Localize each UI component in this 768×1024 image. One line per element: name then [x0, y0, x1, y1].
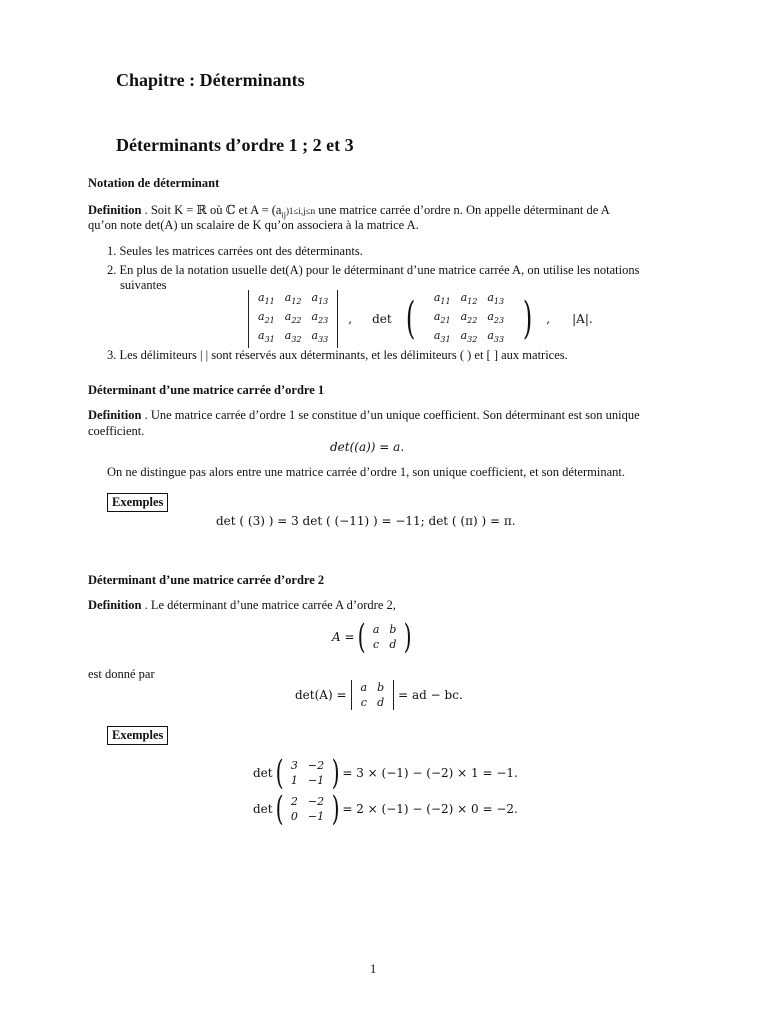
matrix-example-2 — [286, 794, 329, 824]
matrix-cell: c — [360, 696, 367, 709]
definition-order1-line1 — [88, 408, 640, 423]
matrix-cell: $a_{22}$ — [460, 310, 478, 326]
paren-right: ) — [331, 753, 340, 793]
example-2x2-1 — [253, 753, 518, 793]
definition-range: )1≤i,j≤n — [285, 206, 316, 216]
matrix-cell: $a_{31}$ — [258, 329, 275, 345]
matrix-row — [429, 328, 509, 347]
heading-order2: Déterminant d’une matrice carrée d’ordre 2 — [88, 573, 325, 587]
matrix-cell: $a_{13}$ — [311, 291, 329, 307]
det-label: det — [372, 311, 392, 326]
matrix-cell: $a_{33}$ — [487, 329, 505, 345]
det-formula-order2 — [295, 680, 463, 710]
matrix-cell: 0 — [290, 810, 298, 823]
matrix-row — [356, 695, 390, 710]
matrix-cell: −2 — [307, 759, 325, 772]
definition-order2 — [88, 598, 396, 613]
examples-box-1: Exemples — [107, 493, 168, 512]
example-1-result: = 3 × (−1) − (−2) × 1 = −1. — [342, 766, 518, 780]
matrix-row — [429, 290, 509, 309]
matrix-example-1 — [286, 758, 329, 788]
paren-left: ( — [275, 789, 284, 829]
matrix-cell: a — [360, 681, 368, 694]
matrix-3x3-bars — [253, 290, 333, 348]
formula-order1: det((a)) = a. — [330, 440, 405, 454]
matrix-row — [286, 809, 329, 824]
matrix-3x3-parens — [429, 290, 509, 348]
matrix-cell: −1 — [307, 810, 325, 823]
page-number: 1 — [370, 962, 377, 976]
det-bars-2x2 — [351, 680, 395, 710]
matrix-cell: $a_{21}$ — [258, 310, 275, 326]
matrix-cell: $a_{31}$ — [433, 329, 451, 345]
comma: , — [348, 311, 353, 326]
example-2x2-2 — [253, 789, 518, 829]
matrix-cell: 3 — [290, 759, 298, 772]
paren-right: ) — [522, 292, 533, 344]
matrix-cell: −2 — [307, 795, 325, 808]
matrix-cell: 1 — [290, 774, 298, 787]
detA-result: = ad − bc. — [398, 688, 463, 702]
matrix-row — [286, 794, 329, 809]
matrix-cell: d — [377, 696, 385, 709]
matrix-cell: $a_{32}$ — [284, 329, 302, 345]
matrix-cell: b — [377, 681, 385, 694]
matrix-row — [356, 680, 390, 695]
example-2-result: = 2 × (−1) − (−2) × 0 = −2. — [342, 802, 518, 816]
matrix-cell: $a_{32}$ — [460, 329, 478, 345]
matrix-cell: a — [372, 623, 380, 636]
definition-label: Definition — [88, 203, 142, 217]
list-item-2b: suivantes — [120, 278, 167, 292]
section-title: Déterminants d’ordre 1 ; 2 et 3 — [116, 135, 354, 155]
note-order1: On ne distingue pas alors entre une matrice carrée d’ordre 1, son unique coefficient, et son déterminant. — [107, 465, 625, 479]
matrix-cell: d — [389, 638, 397, 651]
det-label: det — [253, 766, 273, 780]
matrix-row — [253, 290, 333, 309]
list-item-2a: 2. En plus de la notation usuelle det(A) pour le déterminant d’une matrice carrée A, on utilise les notations — [107, 263, 640, 277]
matrix-row — [368, 622, 402, 637]
heading-notation: Notation de déterminant — [88, 176, 220, 190]
paren-left: ( — [405, 292, 415, 344]
A-equals: A = — [332, 630, 355, 644]
matrix-A-def — [332, 617, 415, 657]
definition-notation-line1 — [88, 202, 610, 220]
paren-right: ) — [331, 789, 340, 829]
matrix-cell: $a_{23}$ — [311, 310, 329, 326]
examples-order1: det ( (3) ) = 3 det ( (−11) ) = −11; det ( (π) ) = π. — [216, 514, 516, 528]
paren-right: ) — [404, 617, 413, 657]
matrix-cell: $a_{11}$ — [258, 291, 275, 307]
heading-order1: Déterminant d’une matrice carrée d’ordre 1 — [88, 383, 325, 397]
paren-left: ( — [275, 753, 284, 793]
matrix-cell: $a_{12}$ — [460, 291, 478, 307]
matrix-cell: $a_{22}$ — [284, 310, 302, 326]
matrix-cell: $a_{12}$ — [284, 291, 302, 307]
matrix-cell: $a_{21}$ — [433, 310, 451, 326]
matrix-cell: $a_{33}$ — [311, 329, 329, 345]
definition-sub: ij — [281, 210, 286, 220]
det-bars-matrix — [248, 290, 338, 348]
matrix-cell: −1 — [307, 774, 325, 787]
matrix-cell: c — [373, 638, 380, 651]
definition-order1-line2: coefficient. — [88, 424, 145, 438]
det-label: det — [253, 802, 273, 816]
examples-box-2: Exemples — [107, 726, 168, 745]
definition-text: . Soit K = ℝ où ℂ et A = (a — [144, 203, 282, 217]
definition-label: Definition — [88, 598, 142, 612]
matrix-row — [368, 637, 402, 652]
chapter-title: Chapitre : Déterminants — [116, 70, 305, 90]
paren-left: ( — [357, 617, 366, 657]
matrix-2x2-bars — [356, 680, 390, 710]
definition-text: . Le déterminant d’une matrice carrée A d’ordre 2, — [144, 598, 396, 612]
matrix-cell: b — [389, 623, 397, 636]
abs-notation: |A|. — [572, 311, 593, 326]
notations-row — [248, 290, 593, 348]
given-by: est donné par — [88, 667, 155, 681]
detA-equals: det(A) = — [295, 688, 347, 702]
definition-text: . Une matrice carrée d’ordre 1 se constitue d’un unique coefficient. Son déterminant est son unique — [144, 408, 640, 422]
definition-text-end: une matrice carrée d’ordre n. On appelle déterminant de A — [315, 203, 610, 217]
matrix-row — [253, 328, 333, 347]
matrix-row — [253, 309, 333, 328]
matrix-row — [286, 773, 329, 788]
matrix-cell: $a_{13}$ — [487, 291, 505, 307]
matrix-row — [286, 758, 329, 773]
matrix-cell: $a_{23}$ — [487, 310, 505, 326]
matrix-row — [429, 309, 509, 328]
definition-label: Definition — [88, 408, 142, 422]
matrix-cell: $a_{11}$ — [433, 291, 451, 307]
matrix-2x2 — [368, 622, 402, 652]
list-item-1: 1. Seules les matrices carrées ont des déterminants. — [107, 244, 363, 258]
definition-notation-line2: qu’on note det(A) un scalaire de K qu’on associera à la matrice A. — [88, 218, 419, 232]
comma: , — [546, 311, 551, 326]
list-item-3: 3. Les délimiteurs | | sont réservés aux déterminants, et les délimiteurs ( ) et [ ] aux matrices. — [107, 348, 568, 362]
matrix-cell: 2 — [290, 795, 298, 808]
